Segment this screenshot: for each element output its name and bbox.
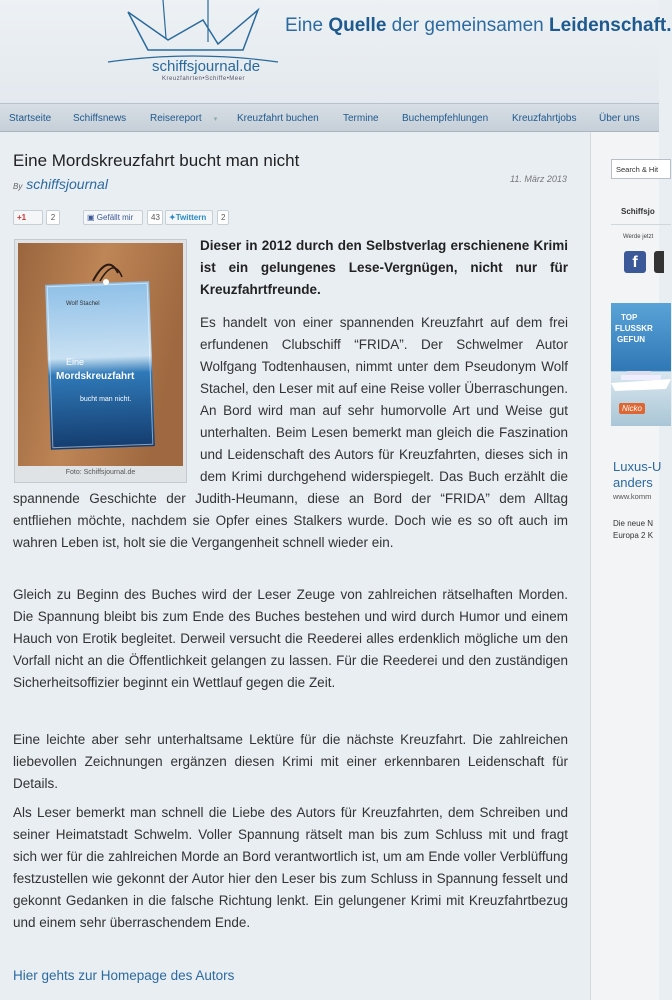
nav-item-kreuzfahrt-buchen[interactable]: Kreuzfahrt buchen — [237, 113, 319, 124]
facebook-count: 43 — [147, 210, 163, 225]
gplus-count: 2 — [46, 210, 60, 225]
float-spacer — [13, 312, 200, 476]
photo-caption: Foto: Schiffsjournal.de — [65, 469, 136, 476]
book-title-line3: bucht man nicht. — [80, 396, 132, 403]
nav-item-kreuzfahrtjobs[interactable]: Kreuzfahrtjobs — [512, 113, 577, 124]
search-input[interactable]: Search & Hit — [611, 159, 671, 179]
text-ad-title[interactable]: Luxus-U anders — [613, 459, 662, 490]
book-author-text: Wolf Stachel — [66, 301, 100, 307]
author-homepage-link[interactable]: Hier gehts zur Homepage des Autors — [13, 968, 235, 983]
author-link[interactable]: schiffsjournal — [26, 176, 108, 192]
follow-text: Werde jetzt — [623, 234, 654, 240]
site-slogan: Eine Quelle der gemeinsamen Leidenschaft. — [285, 15, 672, 36]
ad-line-2: FLUSSKR — [615, 324, 653, 333]
tweet-count: 2 — [217, 210, 229, 225]
post-title[interactable]: Eine Mordskreuzfahrt bucht man nicht — [13, 151, 300, 170]
book-title-line1: Eine — [66, 357, 85, 367]
paragraph-3: Eine leichte aber sehr unterhaltsame Lektüre für die nächste Kreuzfahrt. Die zahlreichen liebevollen Zeichnungen ergänzen diesen Krimi mit einer erkennbaren Leidenschaft für Details. — [13, 732, 568, 791]
lead-paragraph: Dieser in 2012 durch den Selbstverlag erschienene Krimi ist ein gelungenes Lese-Vergnügen, nicht nur für Kreuzfahrtfreunde. — [200, 238, 568, 297]
facebook-icon: ▣ — [87, 213, 95, 222]
tweet-button[interactable]: ✦Twittern — [165, 210, 213, 225]
paragraph-1: Es handelt von einer spannenden Kreuzfahrt auf dem frei erfundenen Clubschiff “FRIDA”. Der Schwelmer Autor Wolfgang Todtenhausen, nimmt unter dem Pseudonym Wolf Stachel, den Leser mit auf eine Reise voller Überraschungen. An Bord wird man auf sehr humorvolle Art und Weise gut unterhalten. Beim Lesen bemerkt man gleich die Faszination und Leidenschaft des Autors für Kreuzfahrten, dieses sich in dem Krimi durchgehend widerspiegelt. Das Buch erzählt die spannende Geschichte der Judith-Heumann, diese an Bord der “FRIDA” dem Alltag entfliehen möchte, nachdem sie Opfer eines Stalkers wurde. Doch wie es so oft auch im wahren Leben ist, holt sie die Vergangenheit schnell wieder ein. — [13, 312, 568, 554]
banner-ad[interactable] — [611, 303, 671, 426]
sidebar — [590, 132, 662, 1000]
text-ad-url[interactable]: www.komm — [613, 492, 652, 501]
site-header — [0, 0, 672, 103]
paragraph-2: Gleich zu Beginn des Buches wird der Leser Zeuge von zahlreichen rätselhaften Morden. Die Spannung bleibt bis zum Ende des Buches bestehen und wird durch Humor und einem Hauch von Erotik begleitet. Derweil versucht die Reederei alles erdenklich mögliche um den Vorfall nicht an die Öffentlichkeit gelangen zu lassen. Für die Reederei und den zuständigen Sicherheitsoffizier beginnt ein Wettlauf gegen die Zeit. — [13, 587, 568, 690]
sidebar-heading: Schiffsjo — [621, 207, 655, 216]
nav-item-ueber-uns[interactable]: Über uns — [599, 113, 640, 124]
post-date: 11. März 2013 — [510, 174, 567, 184]
nav-item-startseite[interactable]: Startseite — [9, 113, 52, 124]
post-byline: By schiffsjournal — [13, 176, 108, 192]
logo-tagline: Kreuzfahrten•Schiffe•Meer — [162, 76, 245, 82]
social-share-bar — [13, 210, 253, 226]
youtube-icon[interactable] — [654, 251, 664, 273]
facebook-icon[interactable]: f — [624, 251, 646, 273]
twitter-icon: ✦ — [169, 213, 176, 222]
nav-item-reisereport[interactable]: Reisereport ▾ — [150, 113, 218, 124]
text-ad-description: Die neue N Europa 2 K — [613, 519, 654, 540]
nav-item-termine[interactable]: Termine — [343, 113, 379, 124]
ad-logo: Nicko — [619, 403, 645, 414]
paragraph-4: Als Leser bemerkt man schnell die Liebe des Autors für Kreuzfahrten, dem Schreiben und seiner Heimatstadt Schwelm. Voller Spannung rätselt man bis zum Schluss mit und fragt sich wer für die zahlreichen Morde an Bord verantwortlich ist, um am Ende voller Verblüffung festzustellen wie gekonnt der Autor hier den Leser bis zum Schluss in Spannung fesselt und gekonnt Gedanken in die falsche Richtung lenkt. Ein gelungener Krimi mit Kreuzfahrtbezug und einem sehr überraschendem Ende. — [13, 805, 568, 930]
nav-item-schiffsnews[interactable]: Schiffsnews — [73, 113, 127, 124]
facebook-like-button[interactable]: ▣ Gefällt mir — [83, 210, 143, 225]
nav-item-buchempfehlungen[interactable]: Buchempfehlungen — [402, 113, 489, 124]
gplus-button[interactable]: +1 — [13, 210, 43, 225]
article — [0, 132, 590, 1000]
chevron-down-icon: ▾ — [213, 116, 218, 123]
ad-line-1: TOP — [621, 313, 638, 322]
logo-name[interactable]: schiffsjournal.de — [152, 58, 261, 75]
ad-line-3: GEFUN — [617, 335, 645, 344]
book-title-line2: Mordskreuzfahrt — [56, 371, 135, 382]
main-navigation — [0, 103, 659, 132]
ship-icon — [611, 365, 671, 395]
sidebar-divider — [611, 224, 671, 225]
